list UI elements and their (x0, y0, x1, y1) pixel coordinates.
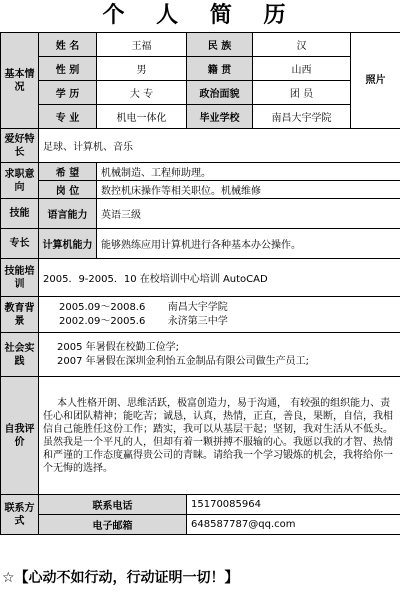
resume-table (0, 32, 400, 535)
photo-box: 照片 (351, 33, 400, 129)
practice-item: 2007 年暑假在深圳金利怡五金制品有限公司做生产员工; (57, 355, 309, 367)
page-title: 个 人 简 历 (102, 2, 298, 28)
contact-label: 联系方式 (1, 495, 39, 535)
education-dates: 2005.09～2008.6 (59, 301, 146, 313)
hometown-label: 籍 贯 (187, 57, 253, 81)
hobby-row (1, 129, 400, 163)
contact-row-phone (1, 495, 400, 515)
degree-value: 大 专 (97, 81, 187, 105)
job-position-label: 岗 位 (39, 181, 97, 199)
job-hope-text: 机械制造、工程师助理。 (97, 163, 400, 181)
job-hope-label: 希 望 (39, 163, 97, 181)
language-text: 英语三级 (97, 199, 400, 229)
skills-row-language (1, 199, 400, 229)
training-label: 技能培训 (1, 259, 39, 297)
degree-label: 学 历 (39, 81, 97, 105)
skills-row-computer (1, 229, 400, 259)
basic-row-education (1, 81, 400, 105)
practice-item: 2005 年暑假在校勤工俭学; (57, 341, 179, 353)
computer-label: 计算机能力 (39, 229, 97, 259)
skills-label-2: 专长 (1, 229, 39, 259)
name-value: 王福 (97, 33, 187, 57)
education-dates: 2002.09～2005.6 (59, 315, 146, 327)
major-label: 专 业 (39, 105, 97, 129)
education-school: 永济第三中学 (167, 315, 228, 327)
job-position-text: 数控机床操作等相关职位。机械维修 (97, 181, 400, 199)
basic-section-label: 基本情况 (1, 33, 39, 129)
self-eval-text: 本人性格开朗、思维活跃，极富创造力，易于沟通， 有较强的组织能力、责任心和团队精神；能吃苦；诚恳，认真，热情，正直，善良，果断，自信，我相信自己能胜任这份工作；踏实，我可以从基层干起；坚韧，我对生活从不低头。 虽然我是一个平凡的人，但却有着一颗拼搏不服输的心。我愿以我的才智、热情和严谨的工作态度赢得贵公司的青睐。请给我一个学习锻炼的机会，我将给你一个无悔的选择。 (39, 377, 400, 495)
education-label: 教育背景 (1, 297, 39, 333)
practice-row (1, 333, 400, 377)
language-label: 语言能力 (39, 199, 97, 229)
computer-text: 能够熟练应用计算机进行各种基本办公操作。 (97, 229, 400, 259)
education-entry (59, 301, 400, 315)
gender-label: 性 别 (39, 57, 97, 81)
hobby-text: 足球、计算机、音乐 (39, 129, 400, 163)
name-label: 姓 名 (39, 33, 97, 57)
training-text: 2005．9-2005．10 在校培训中心培训 AutoCAD (39, 259, 400, 297)
self-eval-label: 自我评价 (1, 377, 39, 495)
school-label: 毕业学校 (187, 105, 253, 129)
skills-label-1: 技能 (1, 199, 39, 229)
training-row (1, 259, 400, 297)
email-value: 648587787@qq.com (187, 515, 400, 535)
school-value: 南昌大宇学院 (253, 105, 351, 129)
basic-row-gender (1, 57, 400, 81)
ethnicity-label: 民 族 (187, 33, 253, 57)
practice-label: 社会实践 (1, 333, 39, 377)
phone-value: 15170085964 (187, 495, 400, 515)
political-value: 团 员 (253, 81, 351, 105)
email-label: 电子邮箱 (39, 515, 187, 535)
self-eval-row (1, 377, 400, 495)
hometown-value: 山西 (253, 57, 351, 81)
gender-value: 男 (97, 57, 187, 81)
job-row-1 (1, 163, 400, 181)
phone-label: 联系电话 (39, 495, 187, 515)
major-value: 机电一体化 (97, 105, 187, 129)
basic-row-name (1, 33, 400, 57)
job-section-label: 求职意向 (1, 163, 39, 199)
political-label: 政治面貌 (187, 81, 253, 105)
education-school: 南昌大宇学院 (167, 301, 228, 313)
motto-footer: ☆【心动不如行动，行动证明一切！】 (2, 570, 239, 586)
hobby-label: 爱好特长 (1, 129, 39, 163)
job-row-2 (1, 181, 400, 199)
ethnicity-value: 汉 (253, 33, 351, 57)
education-entry (59, 315, 400, 329)
education-row (1, 297, 400, 333)
contact-row-email (1, 515, 400, 535)
basic-row-major (1, 105, 400, 129)
